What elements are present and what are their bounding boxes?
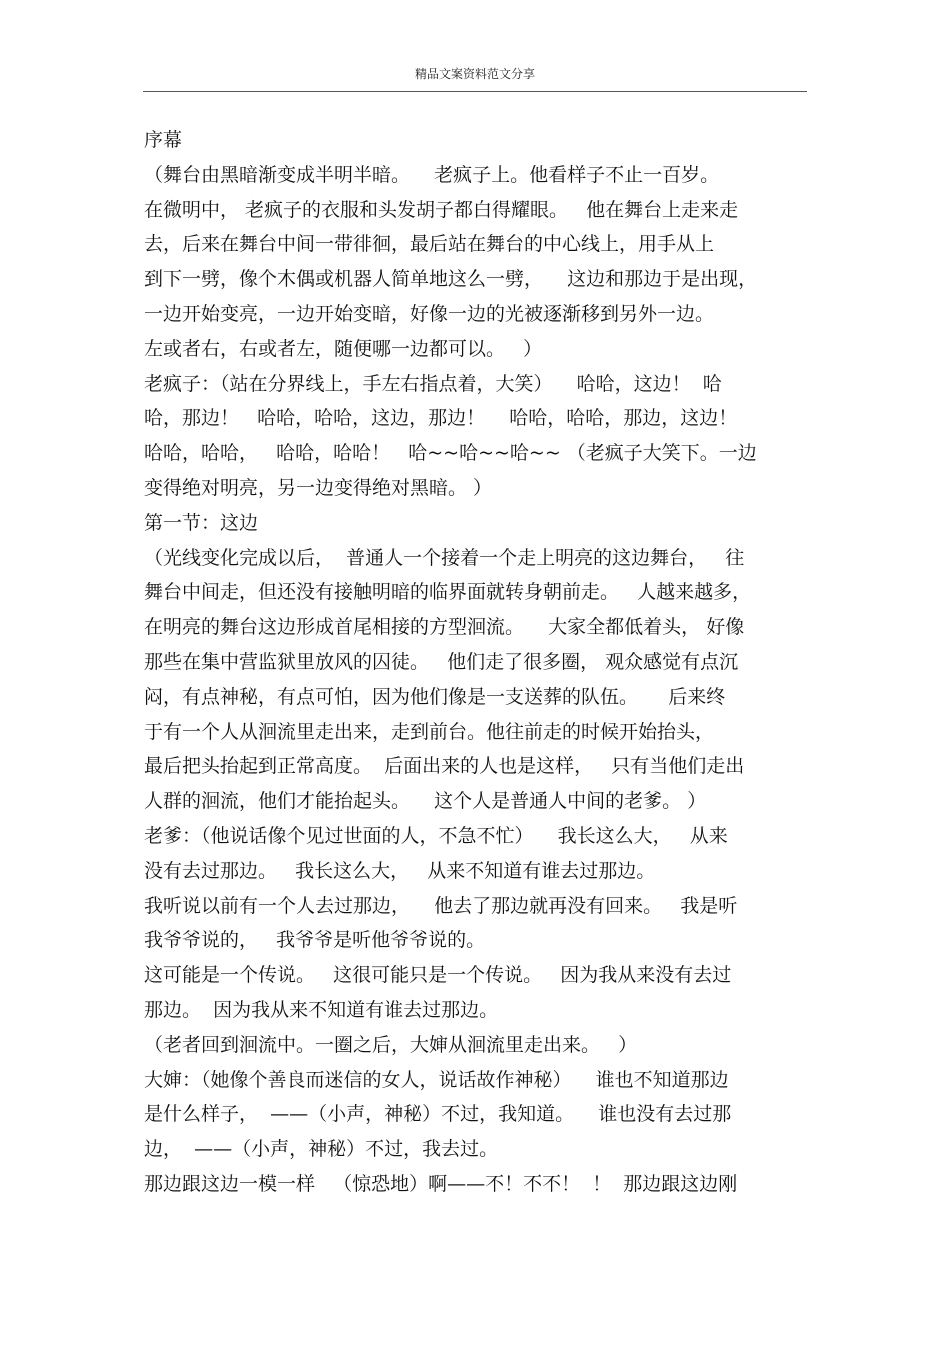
text-line: 那些在集中营监狱里放风的囚徒。 他们走了很多圈， 观众感觉有点沉 [144, 650, 739, 673]
text-line: 没有去过那边。 我长这么大， 从来不知道有谁去过那边。 [144, 859, 656, 882]
text-line: 在微明中， 老疯子的衣服和头发胡子都白得耀眼。 他在舞台上走来走 [144, 198, 739, 221]
text-line: 那边跟这边一模一样 （惊恐地）啊——不！不不！ ！ 那边跟这边刚 [144, 1172, 738, 1195]
text-line: （舞台由黑暗渐变成半明半暗。 老疯子上。他看样子不止一百岁。 [144, 163, 720, 186]
text-line: 边， ——（小声，神秘）不过，我去过。 [144, 1138, 499, 1161]
text-line: 第一节：这边 [144, 511, 259, 534]
text-line: 序幕 [144, 129, 183, 151]
text-line: 一边开始变亮，一边开始变暗，好像一边的光被逐渐移到另外一边。 [144, 302, 715, 325]
text-line: 那边。 因为我从来不知道有谁去过那边。 [144, 998, 499, 1021]
text-line: 最后把头抬起到正常高度。 后面出来的人也是这样， 只有当他们走出 [144, 755, 745, 778]
text-line: 于有一个人从洄流里走出来，走到前台。他往前走的时候开始抬头， [144, 720, 715, 743]
page-header: 精品文案资料范文分享 [414, 67, 535, 81]
text-line: 我听说以前有一个人去过那边， 他去了那边就再没有回来。 我是听 [144, 894, 738, 917]
text-line: 哈，那边！ 哈哈，哈哈，这边，那边！ 哈哈，哈哈，那边，这边！ [144, 407, 738, 430]
text-line: 闷，有点神秘，有点可怕，因为他们像是一支送葬的队伍。 后来终 [144, 685, 726, 708]
text-line: 哈哈，哈哈， 哈哈，哈哈！ 哈~~哈~~哈~~ （老疯子大笑下。一边 [144, 442, 757, 465]
header-divider [143, 91, 807, 92]
text-line: （光线变化完成以后， 普通人一个接着一个走上明亮的这边舞台， 往 [144, 546, 745, 569]
text-line: 是什么样子， ——（小声，神秘）不过，我知道。 谁也没有去过那 [144, 1103, 732, 1126]
text-line: 左或者右，右或者左，随便哪一边都可以。 ） [144, 337, 543, 360]
text-line: 变得绝对明亮，另一边变得绝对黑暗。 ） [144, 476, 493, 499]
text-line: 大婶：（她像个善良而迷信的女人，说话故作神秘） 谁也不知道那边 [144, 1068, 729, 1091]
text-line: 老爹：（他说话像个见过世面的人，不急不忙） 我长这么大， 从来 [144, 824, 728, 847]
document-body [144, 123, 810, 1202]
text-line: 舞台中间走，但还没有接触明暗的临界面就转身朝前走。 人越来越多， [144, 581, 752, 604]
text-line: 老疯子：（站在分界线上，手左右指点着，大笑） 哈哈，这边！ 哈 [144, 372, 722, 395]
text-line: 去，后来在舞台中间一带徘徊，最后站在舞台的中心线上，用手从上 [144, 233, 715, 256]
text-line: 人群的洄流，他们才能抬起头。 这个人是普通人中间的老爹。 ） [144, 790, 707, 813]
text-line: 这可能是一个传说。 这很可能只是一个传说。 因为我从来没有去过 [144, 964, 732, 987]
text-line: 我爷爷说的， 我爷爷是听他爷爷说的。 [144, 929, 486, 952]
text-line: （老者回到洄流中。一圈之后，大婶从洄流里走出来。 ） [144, 1033, 638, 1056]
text-line: 到下一劈，像个木偶或机器人简单地这么一劈， 这边和那边于是出现， [144, 268, 758, 291]
text-line: 在明亮的舞台这边形成首尾相接的方型洄流。 大家全都低着头， 好像 [144, 616, 745, 639]
